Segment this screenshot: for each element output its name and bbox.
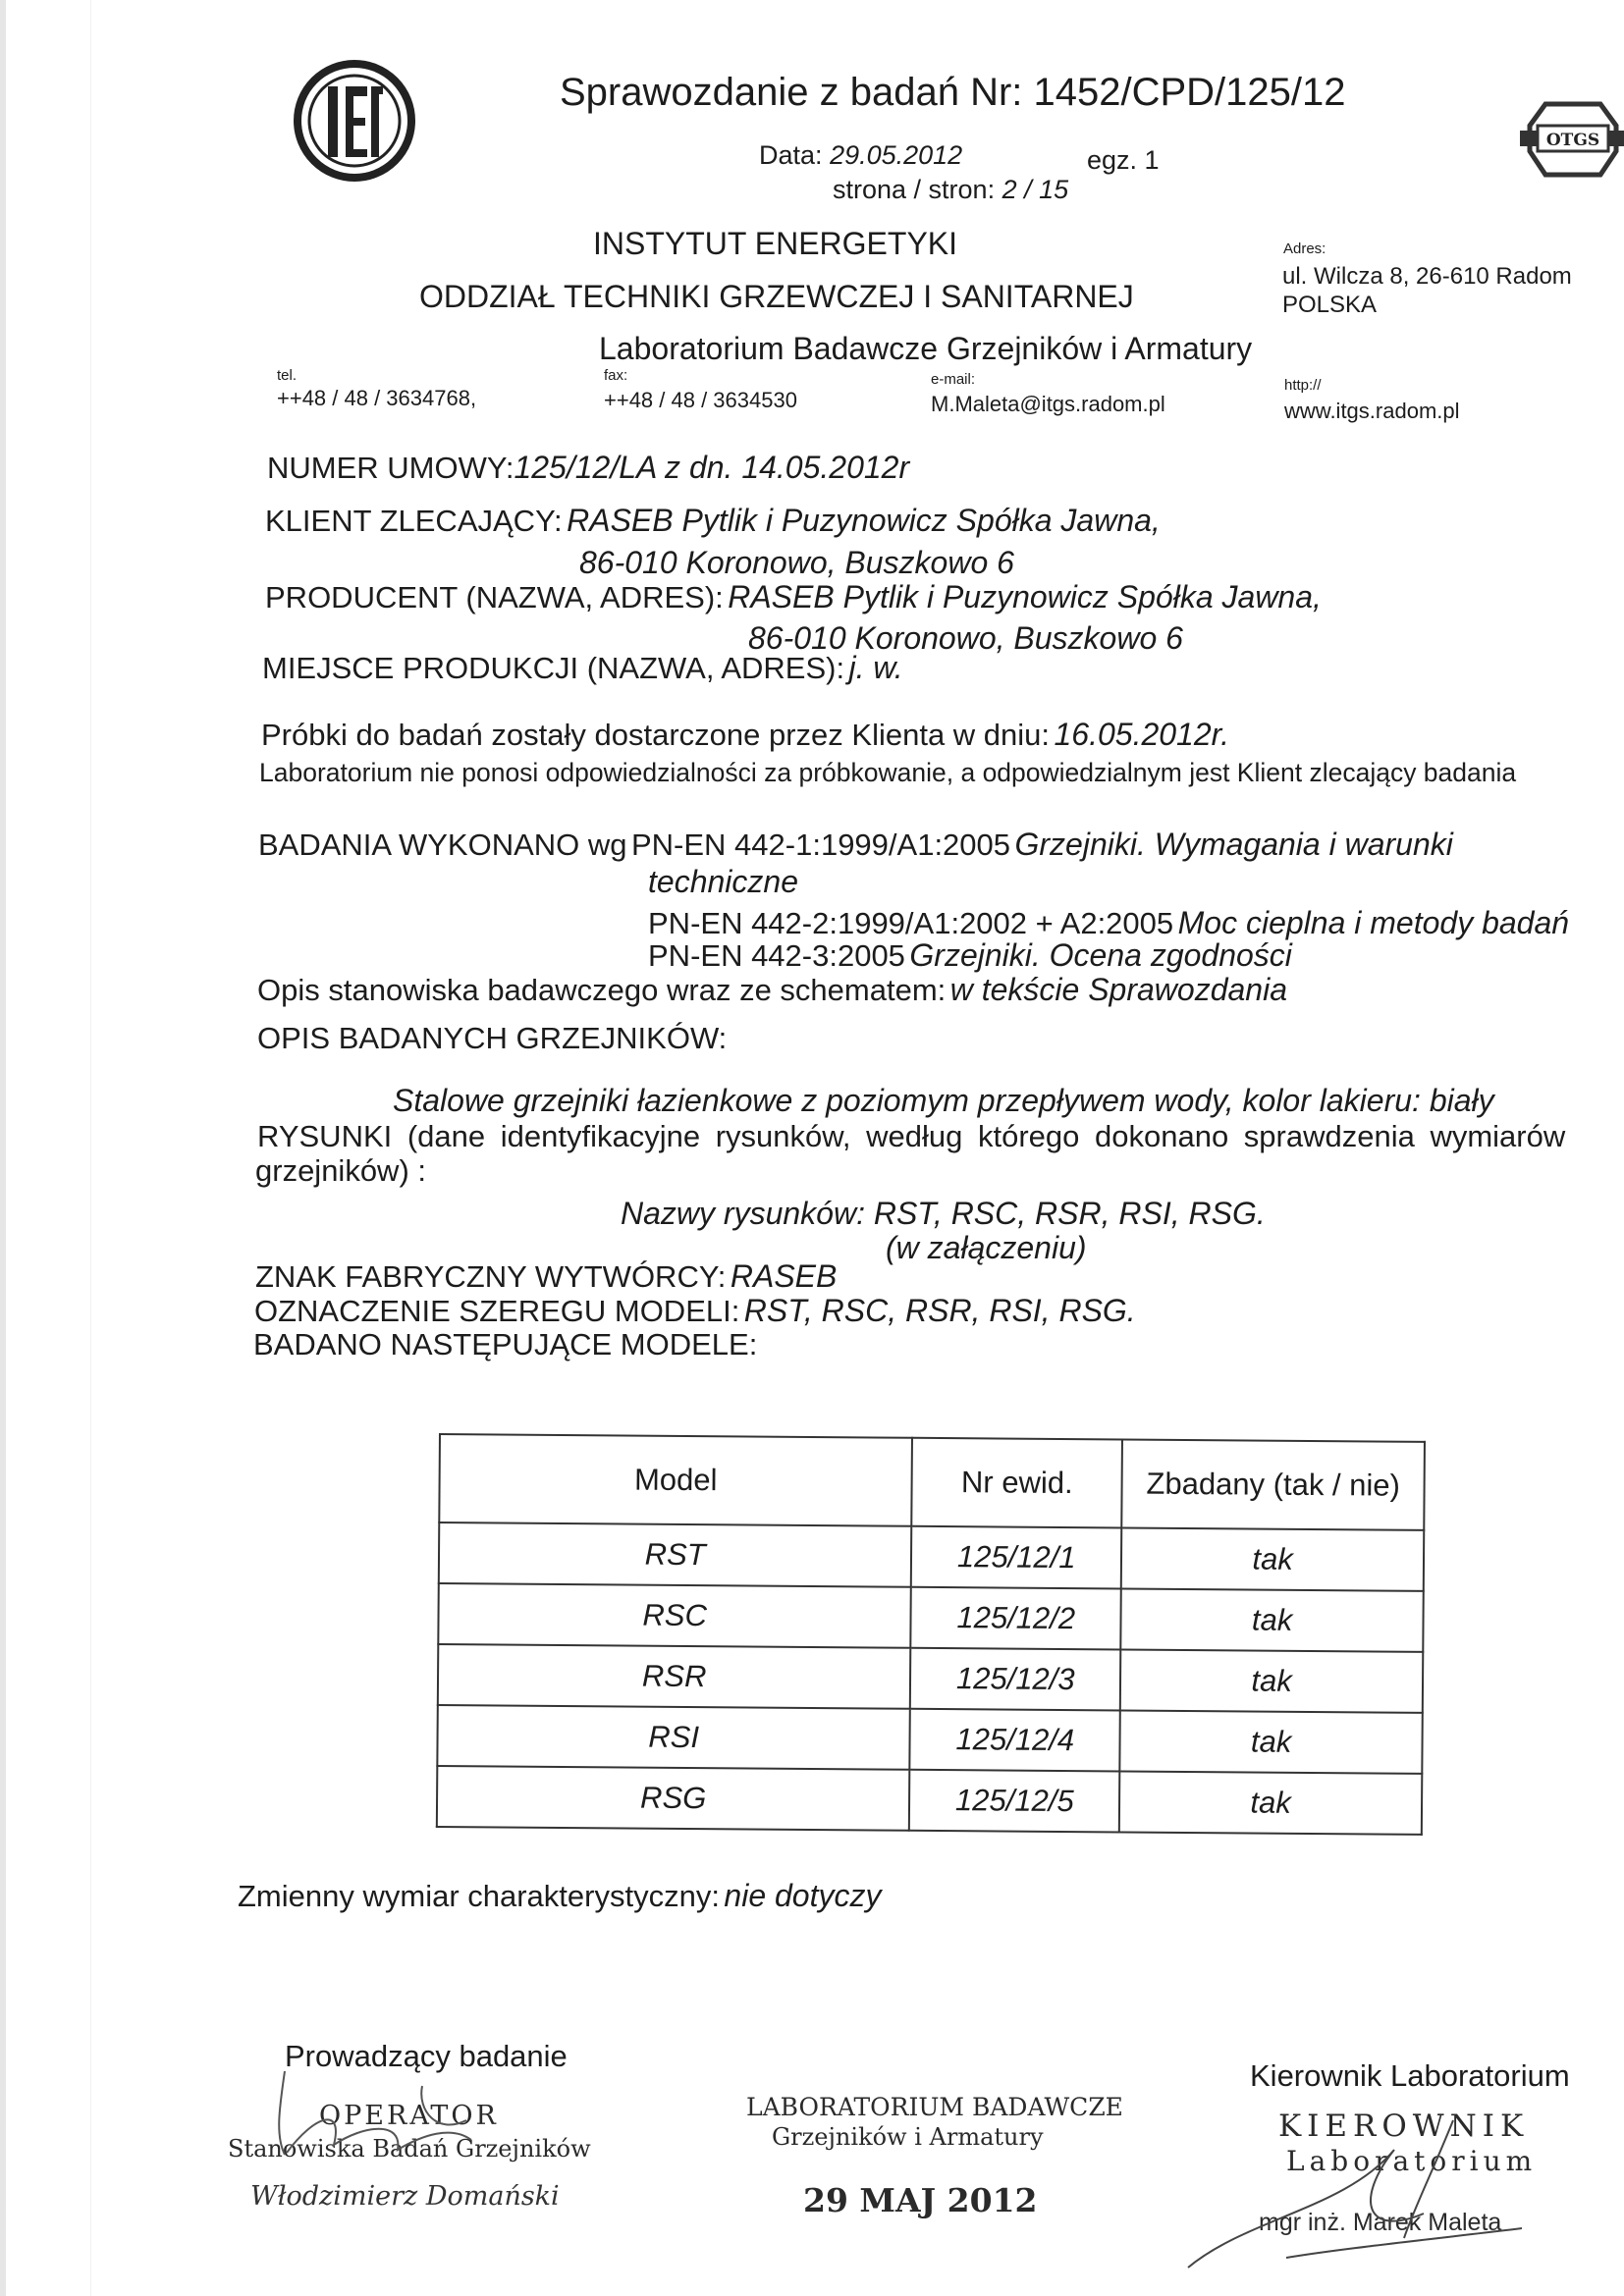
manager-stamp-line2: Laboratorium — [1286, 2145, 1538, 2177]
http-value: www.itgs.radom.pl — [1284, 399, 1460, 423]
standard1-code: PN-EN 442-1:1999/A1:2005 — [630, 828, 1011, 862]
address-line2: POLSKA — [1282, 292, 1378, 318]
standards-line2 — [648, 905, 1569, 941]
stand-label: Opis stanowiska badawczego wraz ze schematem: — [257, 973, 947, 1007]
standard1-title: Grzejniki. Wymagania i warunki — [1014, 827, 1453, 862]
cell-tested: tak — [1120, 1588, 1423, 1651]
producer-name: RASEB Pytlik i Puzynowicz Spółka Jawna, — [728, 579, 1322, 614]
tester-name: Włodzimierz Domański — [250, 2181, 560, 2212]
mark-label: ZNAK FABRYCZNY WYTWÓRCY: — [255, 1259, 727, 1294]
cell-model: RST — [439, 1522, 912, 1587]
date-line — [759, 140, 962, 171]
models-table — [436, 1433, 1426, 1836]
table-header-row — [439, 1434, 1425, 1530]
operator-stamp-line1: OPERATOR — [319, 2101, 499, 2131]
tel-label: tel. — [277, 367, 298, 384]
table-row — [439, 1522, 1424, 1591]
cell-model: RSR — [438, 1644, 911, 1709]
cell-model: RSC — [438, 1583, 911, 1648]
tel-value: ++48 / 48 / 3634768, — [277, 386, 477, 410]
cell-model: RSG — [437, 1766, 910, 1831]
standards-line3 — [648, 937, 1292, 974]
standard2-title: Moc cieplna i metody badań — [1177, 905, 1570, 940]
cell-tested: tak — [1119, 1771, 1422, 1834]
variable-dimension-label: Zmienny wymiar charakterystyczny: — [238, 1879, 720, 1913]
page-line — [833, 175, 1068, 205]
otgs-logo-text: OTGS — [1545, 131, 1600, 150]
manager-name: mgr inż. Marek Maleta — [1259, 2209, 1502, 2236]
drawings-label-line2: grzejników) : — [255, 1153, 426, 1188]
manager-title: Kierownik Laboratorium — [1250, 2058, 1570, 2093]
col-tested-header: Zbadany (tak / nie) — [1121, 1439, 1425, 1529]
samples-disclaimer: Laboratorium nie ponosi odpowiedzialności za próbkowanie, a odpowiedzialnym jest Klient zlecający badania — [259, 758, 1517, 787]
col-number-header: Nr ewid. — [912, 1438, 1123, 1528]
ien-logo — [291, 57, 418, 185]
producer-line1 — [265, 579, 1322, 615]
series-label: OZNACZENIE SZEREGU MODELI: — [254, 1294, 740, 1328]
cell-number: 125/12/3 — [910, 1648, 1120, 1711]
cell-tested: tak — [1120, 1710, 1423, 1773]
copy-number: egz. 1 — [1087, 145, 1160, 175]
samples-line — [261, 717, 1229, 753]
institute-name: INSTYTUT ENERGETYKI — [593, 226, 958, 261]
cell-number: 125/12/1 — [911, 1526, 1121, 1589]
samples-text: Próbki do badań zostały dostarczone przez Klienta w dniu: — [261, 718, 1051, 752]
drawings-label-line1: RYSUNKI (dane identyfikacyjne rysunków, według którego dokonano sprawdzenia wymiarów — [257, 1119, 1566, 1153]
page-label: strona / stron: — [833, 175, 996, 204]
stand-value: w tekście Sprawozdania — [949, 972, 1287, 1007]
production-place-value: j. w. — [848, 650, 903, 685]
series-value: RST, RSC, RSR, RSI, RSG. — [743, 1293, 1136, 1328]
client-address: 86-010 Koronowo, Buszkowo 6 — [579, 545, 1014, 580]
date-label: Data: — [759, 140, 823, 170]
cell-number: 125/12/2 — [911, 1587, 1121, 1650]
lab-stamp-line1: LABORATORIUM BADAWCZE — [746, 2093, 1123, 2121]
operator-stamp-line2: Stanowiska Badań Grzejników — [228, 2135, 591, 2163]
variable-dimension-value: nie dotyczy — [724, 1878, 882, 1913]
client-line1 — [265, 503, 1161, 539]
standard1-title-cont: techniczne — [648, 864, 798, 899]
tested-models-label: BADANO NASTĘPUJĄCE MODELE: — [253, 1327, 758, 1362]
tester-signature — [226, 2066, 550, 2174]
address-line1: ul. Wilcza 8, 26-610 Radom — [1282, 263, 1572, 290]
scan-edge — [0, 0, 6, 2296]
contract-value: 125/12/LA z dn. 14.05.2012r — [514, 450, 910, 485]
client-name: RASEB Pytlik i Puzynowicz Spółka Jawna, — [567, 503, 1161, 538]
lab-stamp-line2: Grzejników i Armatury — [772, 2123, 1044, 2151]
producer-label: PRODUCENT (NAZWA, ADRES): — [265, 580, 724, 614]
mark-line — [255, 1258, 837, 1295]
standard3-title: Grzejniki. Ocena zgodności — [909, 937, 1292, 973]
http-label: http:// — [1284, 377, 1322, 394]
table-row — [438, 1583, 1423, 1652]
manager-stamp-line1: KIEROWNIK — [1278, 2109, 1530, 2144]
tester-title: Prowadzący badanie — [285, 2039, 568, 2073]
standards-label: BADANIA WYKONANO wg — [258, 828, 627, 862]
variable-dimension-line — [238, 1878, 881, 1914]
client-label: KLIENT ZLECAJĄCY: — [265, 504, 563, 538]
otgs-logo — [1520, 96, 1624, 185]
drawings-attachment: (w załączeniu) — [886, 1230, 1087, 1265]
laboratory-name: Laboratorium Badawcze Grzejników i Armatury — [599, 331, 1253, 366]
page-value: 2 / 15 — [1001, 175, 1069, 204]
table-row — [438, 1644, 1423, 1713]
address-label: Adres: — [1283, 240, 1326, 257]
report-title: Sprawozdanie z badań Nr: 1452/CPD/125/12 — [560, 71, 1346, 114]
standard2-code: PN-EN 442-2:1999/A1:2002 + A2:2005 — [648, 906, 1174, 940]
table-row — [437, 1766, 1422, 1835]
radiators-description: Stalowe grzejniki łazienkowe z poziomym przepływem wody, kolor lakieru: biały — [393, 1083, 1494, 1118]
producer-address: 86-010 Koronowo, Buszkowo 6 — [748, 620, 1183, 656]
standard3-code: PN-EN 442-3:2005 — [648, 938, 905, 973]
series-line — [254, 1293, 1136, 1329]
cell-number: 125/12/4 — [910, 1709, 1120, 1772]
email-label: e-mail: — [931, 371, 976, 388]
standards-line1 — [258, 827, 1453, 863]
table-row — [437, 1705, 1422, 1774]
production-place-label: MIEJSCE PRODUKCJI (NAZWA, ADRES): — [262, 651, 845, 685]
samples-date: 16.05.2012r. — [1054, 717, 1229, 752]
cell-number: 125/12/5 — [909, 1770, 1119, 1833]
cell-tested: tak — [1121, 1527, 1424, 1590]
fax-label: fax: — [604, 367, 628, 384]
stand-line — [257, 972, 1287, 1008]
lab-stamp-date: 29 MAJ 2012 — [803, 2181, 1038, 2219]
scan-fold-line — [90, 0, 91, 2296]
production-place-line — [262, 650, 903, 686]
ien-logo-text: IEN — [291, 57, 293, 58]
contract-line — [267, 450, 909, 486]
mark-value: RASEB — [730, 1258, 838, 1294]
manager-signature — [1129, 2091, 1542, 2287]
email-value: M.Maleta@itgs.radom.pl — [931, 392, 1165, 416]
cell-model: RSI — [437, 1705, 910, 1770]
col-model-header: Model — [439, 1434, 912, 1526]
drawing-names: Nazwy rysunków: RST, RSC, RSR, RSI, RSG. — [621, 1196, 1266, 1231]
cell-tested: tak — [1120, 1649, 1423, 1712]
division-name: ODDZIAŁ TECHNIKI GRZEWCZEJ I SANITARNEJ — [419, 279, 1134, 314]
fax-value: ++48 / 48 / 3634530 — [604, 388, 797, 412]
date-value: 29.05.2012 — [830, 140, 963, 170]
radiators-label: OPIS BADANYCH GRZEJNIKÓW: — [257, 1021, 728, 1055]
contract-label: NUMER UMOWY: — [267, 451, 514, 485]
